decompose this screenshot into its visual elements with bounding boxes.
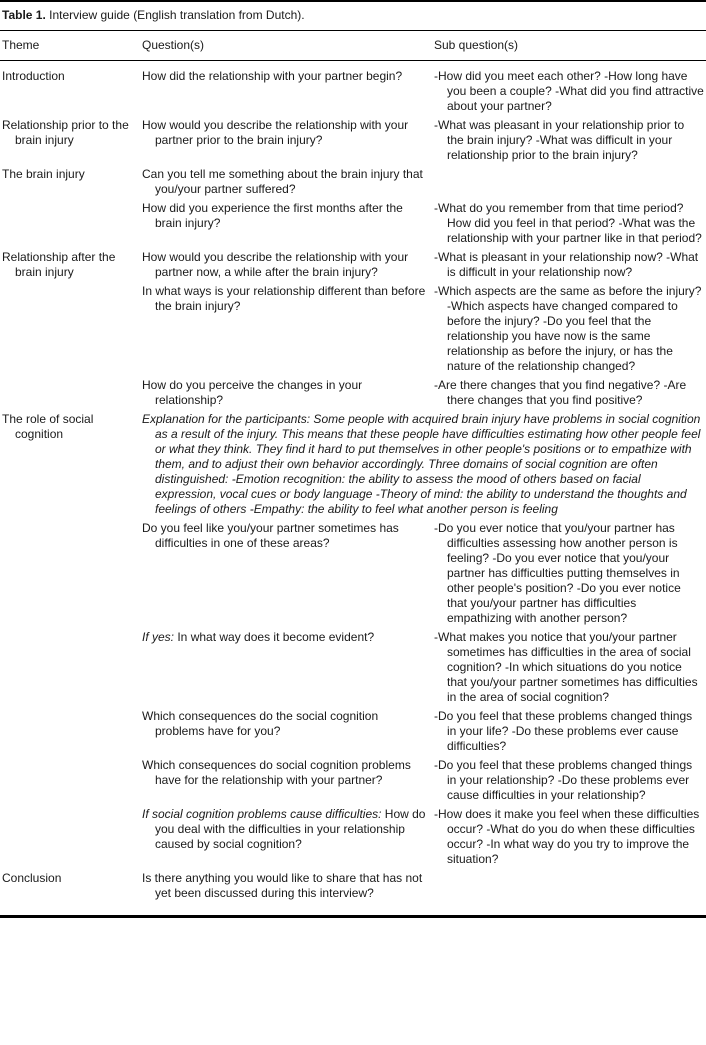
subquestion-cell: -Do you ever notice that you/your partner has difficulties assessing how another person is feeling? -Do you ever notice that you/your partner has difficulties putting themselves in other people's position? -Do you ever notice that you/your partner has difficulties empathizing with another person? [434,521,681,625]
theme-cell: The brain injury [2,167,85,181]
table-row [0,118,706,163]
theme-cell: Relationship prior to the brain injury [2,118,129,147]
table-row [0,378,706,408]
question-cell: How would you describe the relationship with your partner now, a while after the brain injury? [142,250,409,279]
theme-cell [2,758,134,803]
subquestion-cell: -Are there changes that you find negative? -Are there changes that you find positive? [434,378,687,407]
table-row [0,871,706,901]
subquestion-cell: -Do you feel that these problems changed things in your life? -Do these problems ever cause difficulties? [434,709,693,753]
subquestion-cell [434,167,704,197]
column-header-subquestion: Sub question(s) [434,38,519,52]
table-row [0,284,706,374]
question-cell: Do you feel like you/your partner sometimes has difficulties in one of these areas? [142,521,399,550]
table-row [0,521,706,626]
table-row [0,709,706,754]
theme-cell [2,378,134,408]
theme-cell: Introduction [2,69,65,83]
subquestion-cell: -Do you feel that these problems changed things in your relationship? -Do these problems ever cause difficulties in your relationship? [434,758,693,802]
table-row [0,758,706,803]
theme-cell [2,284,134,374]
table-row [0,807,706,867]
theme-cell: Relationship after the brain injury [2,250,116,279]
question-cell: Is there anything you would like to share that has not yet been discussed during this interview? [142,871,423,900]
theme-cell [2,709,134,754]
question-cell: How would you describe the relationship with your partner prior to the brain injury? [142,118,409,147]
theme-cell [2,630,134,705]
caption-label: Table 1. [2,8,46,22]
question-cell [142,630,426,705]
table-row [0,69,706,114]
table-caption [0,2,706,31]
caption-text: Interview guide (English translation from Dutch). [49,8,305,22]
subquestion-cell: -Which aspects are the same as before the injury? -Which aspects have changed compared to before the injury? -Do you feel that the relationship you have now is the same relationship as before the injury, or has the nature of the relationship changed? [434,284,702,373]
subquestion-cell: -How does it make you feel when these difficulties occur? -What do you do when these difficulties occur? -In what way do you try to improve the situation? [434,807,700,866]
table-row [0,167,706,197]
question-cell [142,807,426,867]
subquestion-cell [434,871,704,901]
column-header-theme: Theme [2,38,40,52]
subquestion-cell: -What was pleasant in your relationship prior to the brain injury? -What was difficult in your relationship prior to the brain injury? [434,118,685,162]
column-header-question: Question(s) [142,38,205,52]
question-cell: In what ways is your relationship different than before the brain injury? [142,284,426,313]
question-condition: If yes: [142,630,175,644]
theme-cell [2,521,134,626]
question-text: How do you deal with the difficulties in your relationship caused by social cognition? [155,807,426,851]
question-cell: Which consequences do the social cognition problems have for you? [142,709,379,738]
theme-cell: Conclusion [2,871,62,885]
table-header-row [0,31,706,61]
question-cell: How did you experience the first months after the brain injury? [142,201,403,230]
theme-cell: The role of social cognition [2,412,94,441]
subquestion-cell: -How did you meet each other? -How long have you been a couple? -What did you find attractive about your partner? [434,69,704,113]
subquestion-cell: -What makes you notice that you/your partner sometimes has difficulties in the area of social cognition? -In which situations do you notice that you/your partner sometimes has difficulties in the area of social cognition? [434,630,698,704]
question-text: In what way does it become evident? [174,630,375,644]
table-row [0,630,706,705]
question-condition: If social cognition problems cause difficulties: [142,807,382,821]
theme-cell [2,201,134,246]
question-cell: Can you tell me something about the brain injury that you/your partner suffered? [142,167,423,196]
question-cell: How do you perceive the changes in your relationship? [142,378,363,407]
theme-cell [2,807,134,867]
table-row [0,412,706,517]
subquestion-cell: -What do you remember from that time period? How did you feel in that period? -What was the relationship with your partner like in that period? [434,201,702,245]
table-row [0,250,706,280]
question-cell: Which consequences do social cognition problems have for the relationship with your partner? [142,758,411,787]
explanation-cell: Explanation for the participants: Some people with acquired brain injury have problems in social cognition as a result of the injury. This means that these people have difficulties estimating how other people feel or what they think. They find it hard to put themselves in other people's positions or to empathize with them, and to adjust their own behavior accordingly. Three domains of social cognition are often distinguished: -Emotion recognition: the ability to assess the mood of others based on facial expression, vocal cues or body language -Theory of mind: the ability to understand the thoughts and feelings of others -Empathy: the ability to feel what another person is feeling [142,412,701,516]
table-body [0,61,706,915]
subquestion-cell: -What is pleasant in your relationship now? -What is difficult in your relationship now? [434,250,699,279]
table-row [0,201,706,246]
question-cell: How did the relationship with your partner begin? [142,69,403,83]
